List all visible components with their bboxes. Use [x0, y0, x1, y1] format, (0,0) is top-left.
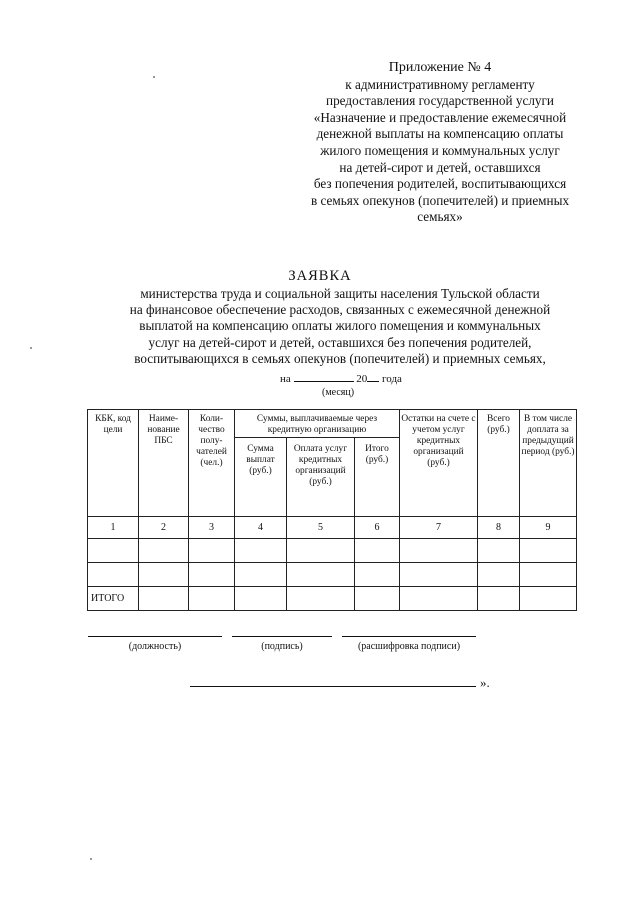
table-cell[interactable]	[287, 539, 355, 563]
header-credit-fee: Оплата услуг кредитных организаций (руб.)	[287, 438, 355, 517]
subtitle-line: воспитывающихся в семьях опекунов (попечителей) и приемных семьях,	[134, 350, 546, 366]
subtitle-line: выплатой на компенсацию оплаты жилого помещения и коммунальных	[139, 318, 541, 334]
annex-line: предоставления государственной услуги	[326, 93, 554, 109]
position-caption: (должность)	[128, 641, 182, 652]
total-row	[88, 587, 577, 611]
signature-line[interactable]	[232, 636, 332, 638]
year-prefix: 20	[356, 373, 368, 385]
table-cell[interactable]	[139, 587, 189, 611]
table-cell[interactable]	[189, 539, 235, 563]
table-cell[interactable]	[189, 563, 235, 587]
annex-line: на детей-сирот и детей, оставшихся	[339, 159, 541, 175]
header-pbs: Наиме-нование ПБС	[139, 410, 189, 517]
annex-line: Приложение № 4	[388, 60, 492, 75]
header-kbk: КБК, код цели	[88, 410, 139, 517]
table-cell[interactable]	[520, 539, 577, 563]
annex-line: денежной выплаты на компенсацию оплаты	[316, 126, 564, 142]
subtitle-line: министерства труда и социальной защиты населения Тульской области	[140, 286, 540, 301]
annex-line: без попечения родителей, воспитывающихся	[313, 176, 567, 192]
column-number: 5	[287, 517, 355, 539]
table-cell[interactable]	[139, 539, 189, 563]
table-cell[interactable]	[88, 539, 139, 563]
header-recipients: Коли-чество полу-чателей (чел.)	[189, 410, 235, 517]
table-cell[interactable]	[189, 587, 235, 611]
table-cell[interactable]	[478, 587, 520, 611]
table-cell[interactable]	[235, 539, 287, 563]
signature-caption: (подпись)	[261, 641, 303, 652]
table-cell[interactable]	[235, 563, 287, 587]
table-row	[88, 563, 577, 587]
annex-line: к административному регламенту	[345, 76, 535, 92]
annex-line: семьях»	[417, 209, 463, 225]
date-bottom-line[interactable]	[190, 686, 476, 687]
column-number: 9	[520, 517, 577, 539]
subtitle-line: услуг на детей-сирот и детей, оставшихся без попечения родителей,	[148, 334, 532, 350]
column-number: 2	[139, 517, 189, 539]
column-number: 3	[189, 517, 235, 539]
header-sum-paid: Сумма выплат (руб.)	[235, 438, 287, 517]
table-cell[interactable]	[478, 539, 520, 563]
document-subtitle	[90, 286, 590, 367]
table-cell[interactable]	[355, 539, 400, 563]
scan-speck	[90, 858, 92, 860]
column-number: 7	[400, 517, 478, 539]
table-cell[interactable]	[139, 563, 189, 587]
table-cell[interactable]	[478, 563, 520, 587]
header-surcharge: В том числе доплата за предыдущий период (руб.)	[520, 410, 577, 517]
column-number: 1	[88, 517, 139, 539]
scan-speck	[30, 347, 32, 349]
subtitle-line: на финансовое обеспечение расходов, связанных с ежемесячной денежной	[129, 302, 551, 318]
annex-line: в семьях опекунов (попечителей) и приемных	[310, 192, 570, 208]
signature-position-block	[88, 636, 222, 652]
date-prefix: на	[280, 373, 291, 385]
table-cell[interactable]	[400, 587, 478, 611]
header-subtotal: Итого (руб.)	[355, 438, 400, 517]
application-table	[87, 409, 577, 611]
header-remainder: Остатки на счете с учетом услуг кредитных организаций (руб.)	[400, 410, 478, 517]
date-line	[280, 372, 402, 385]
signature-sign-block	[232, 636, 332, 652]
month-blank[interactable]	[294, 372, 354, 382]
annex-header	[280, 60, 600, 226]
column-number: 6	[355, 517, 400, 539]
table-cell[interactable]	[400, 539, 478, 563]
table-cell[interactable]	[520, 563, 577, 587]
header-total: Всего (руб.)	[478, 410, 520, 517]
table-cell[interactable]	[287, 587, 355, 611]
annex-line: «Назначение и предоставление ежемесячной	[313, 109, 567, 125]
column-number: 8	[478, 517, 520, 539]
document-title: ЗАЯВКА	[288, 268, 352, 284]
date-suffix: года	[382, 373, 402, 385]
table-cell[interactable]	[235, 587, 287, 611]
table-cell[interactable]	[400, 563, 478, 587]
closing-quote: ».	[480, 675, 490, 690]
table-cell[interactable]	[355, 563, 400, 587]
table-cell[interactable]	[520, 587, 577, 611]
total-row-label: ИТОГО	[88, 587, 139, 611]
decoding-line[interactable]	[342, 636, 476, 638]
position-line[interactable]	[88, 636, 222, 638]
annex-line: жилого помещения и коммунальных услуг	[320, 142, 560, 158]
table-cell[interactable]	[355, 587, 400, 611]
table-cell[interactable]	[88, 563, 139, 587]
table-cell[interactable]	[287, 563, 355, 587]
scan-speck	[153, 76, 155, 78]
year-blank[interactable]	[367, 372, 379, 382]
month-hint: (месяц)	[322, 387, 355, 398]
table-row	[88, 539, 577, 563]
column-number: 4	[235, 517, 287, 539]
header-paid-group: Суммы, выплачиваемые через кредитную организацию	[235, 410, 400, 438]
signature-decoding-block	[342, 636, 476, 652]
decoding-caption: (расшифровка подписи)	[357, 641, 461, 652]
